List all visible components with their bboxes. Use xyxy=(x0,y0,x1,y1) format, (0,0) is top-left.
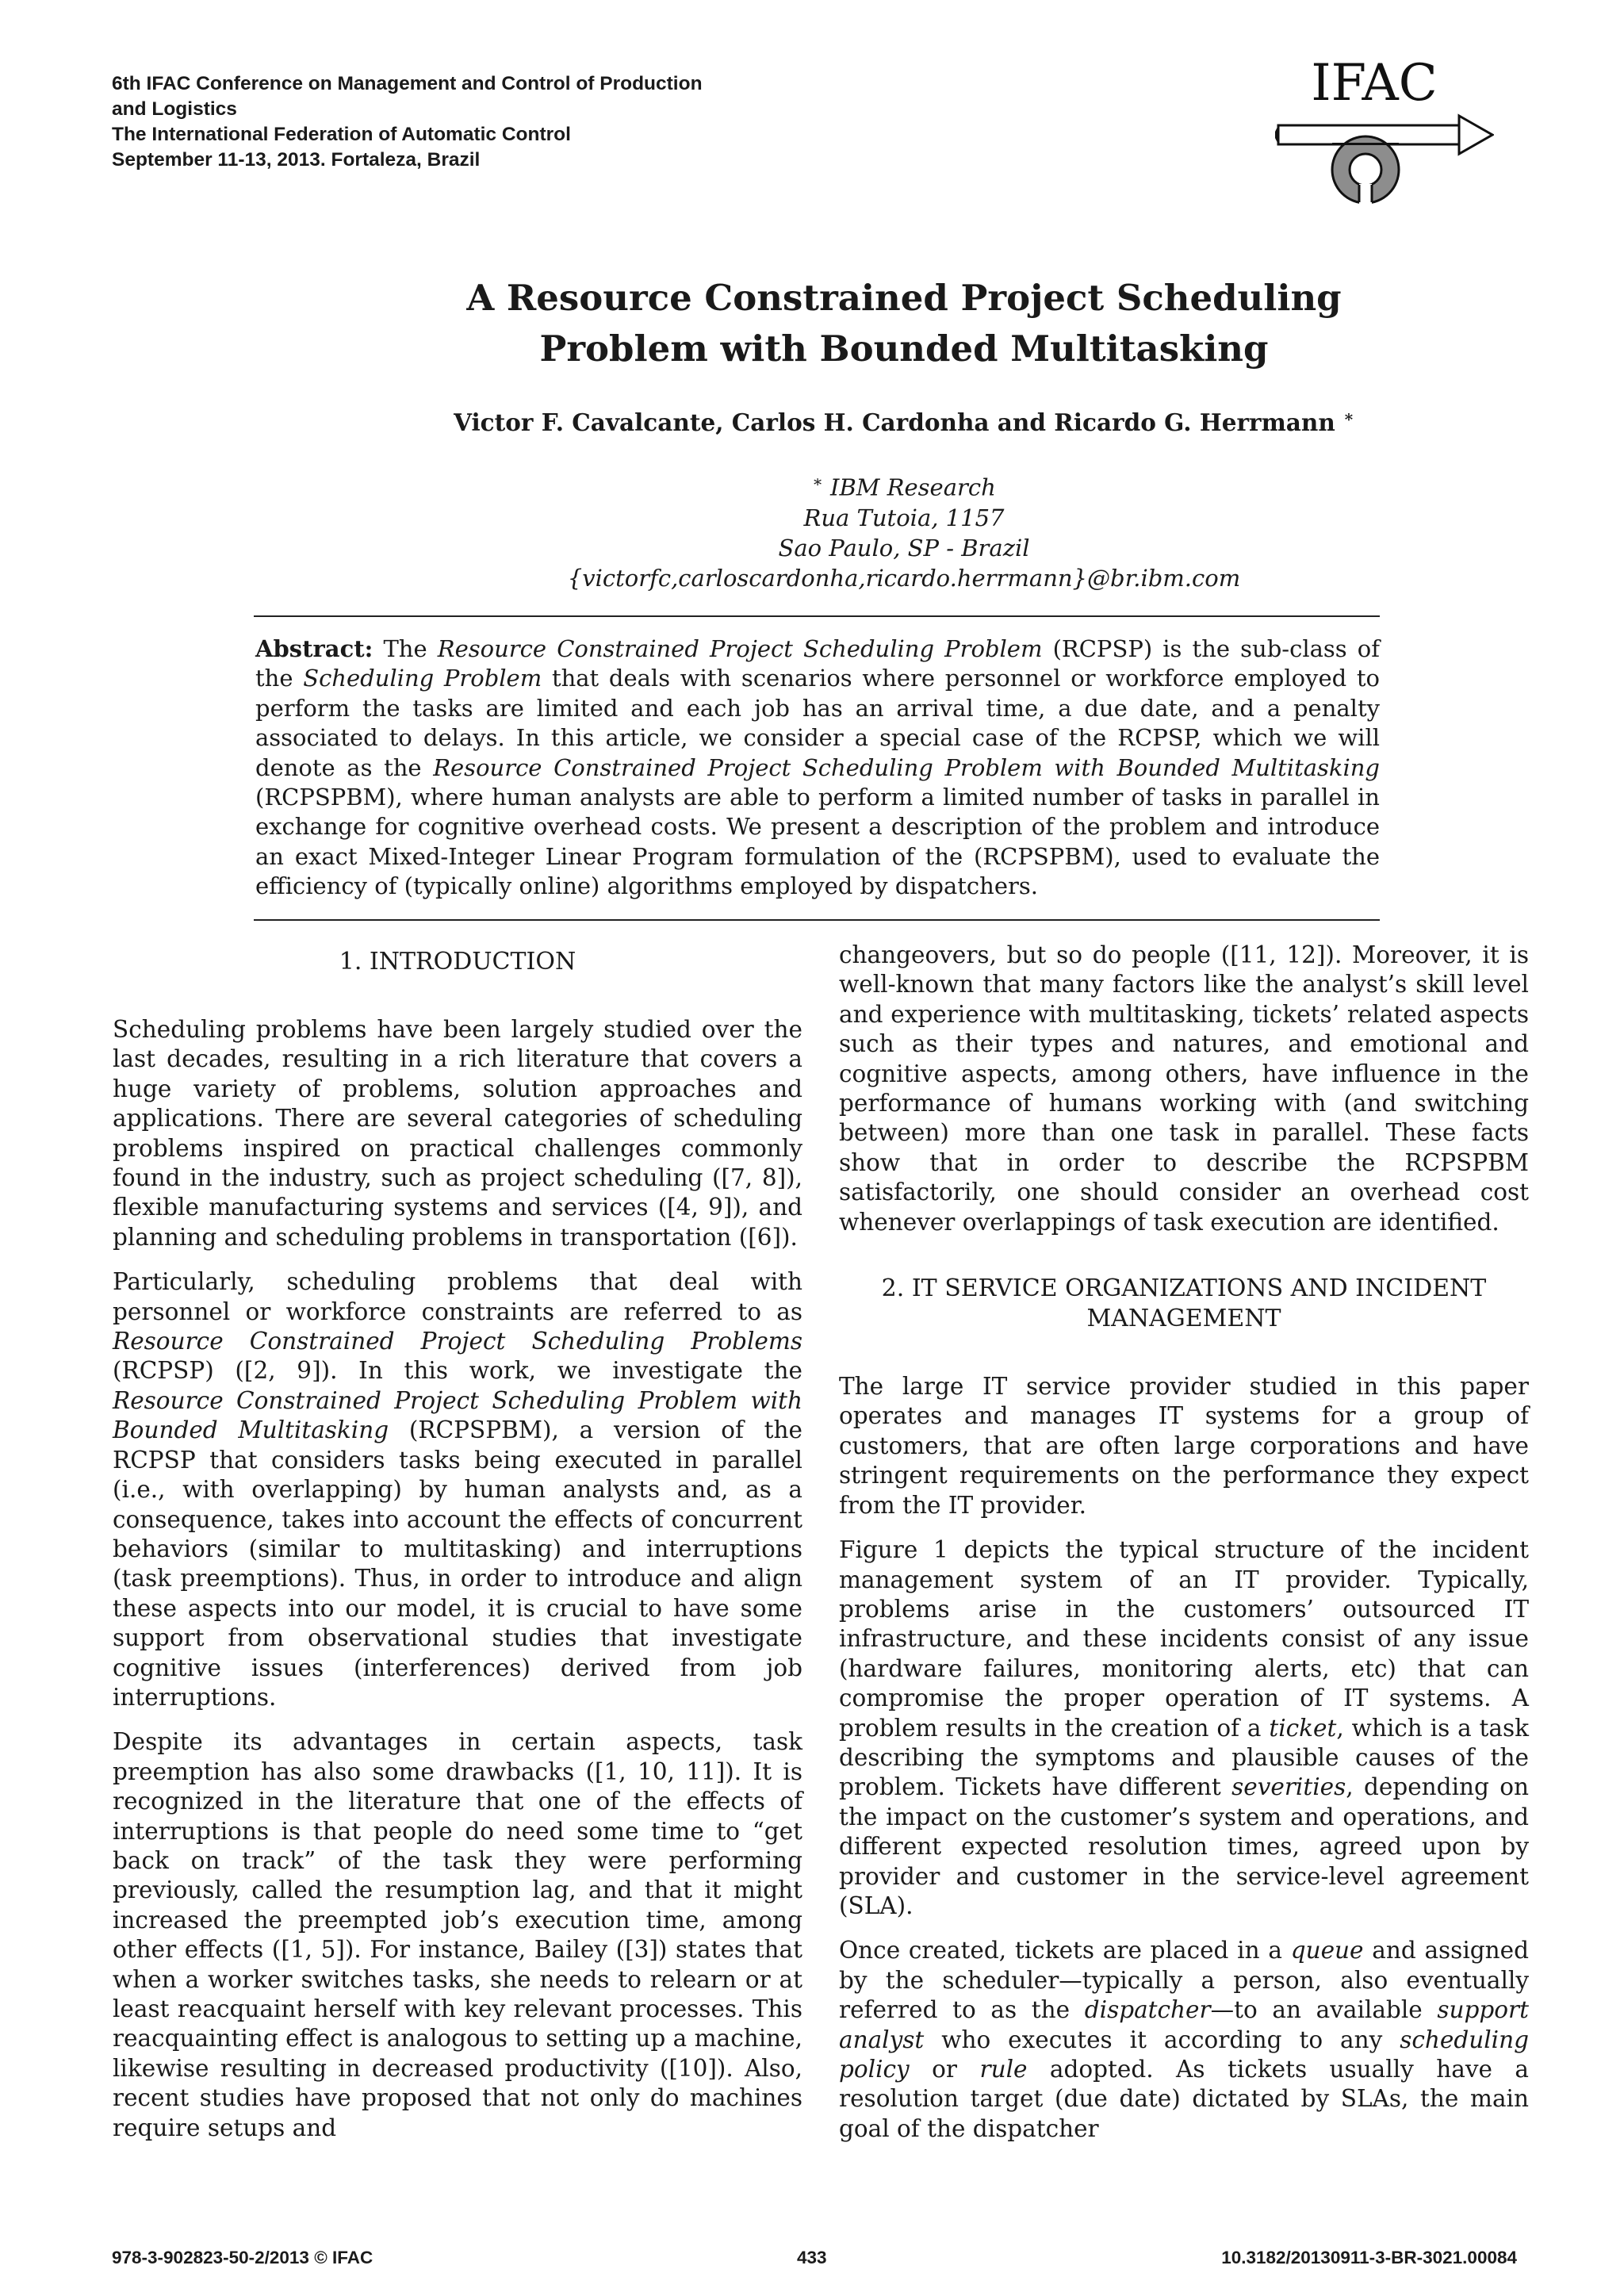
federation-name: The International Federation of Automatic Control xyxy=(112,124,571,145)
abstract xyxy=(255,634,1380,902)
paragraph-text: Once created, tickets are placed in a xyxy=(839,1937,1291,1964)
paragraph-text: or xyxy=(909,2056,980,2083)
conference-date-location: September 11-13, 2013. Fortaleza, Brazil xyxy=(112,149,481,171)
abstract-bottom-rule xyxy=(254,919,1380,921)
paragraph-text: and assigned by the scheduler—typically a person, also eventually referred to as the xyxy=(839,1937,1529,2024)
section-heading: 1. INTRODUCTION xyxy=(339,948,576,976)
paper-title xyxy=(301,273,1507,374)
paragraph-text: (RCPSPBM), a version of the RCPSP that considers tasks being executed in parallel (i.e., with overlapping) by human analysts and, as a consequence, takes into account the effects of concurrent behaviors (similar to multitasking) and interruptions (task preemptions). Thus, in order to introduce and align these aspects into our model, it is crucial to have some support from observational studies that investigate cognitive issues (interferences) derived from job interruptions. xyxy=(113,1416,802,1711)
right-column xyxy=(839,941,1529,2159)
paragraph-text: rule xyxy=(979,2056,1028,2083)
paragraph xyxy=(113,1267,802,1712)
paragraph xyxy=(839,1936,1529,2144)
paragraph-text: who executes it according to any xyxy=(924,2026,1400,2053)
left-column xyxy=(113,941,802,2158)
abstract-label: Abstract: xyxy=(255,635,373,662)
paragraph-text: (RCPSP) ([2, 9]). In this work, we investigate the xyxy=(113,1357,802,1385)
paragraph-text: dispatcher xyxy=(1084,1996,1211,2024)
abstract-top-rule xyxy=(254,615,1380,617)
affiliation-city: Sao Paulo, SP - Brazil xyxy=(778,534,1030,562)
abstract-text: (RCPSPBM), where human analysts are able to perform a limited number of tasks in parallel in exchange for cognitive overhead costs. We present a description of the problem and introduce an exact Mixed-Integer Linear Program formulation of the (RCPSPBM), used to evaluate the efficiency of (typically online) algorithms employed by dispatchers. xyxy=(255,784,1380,900)
conference-header xyxy=(112,71,825,173)
paragraph-text: Resource Constrained Project Scheduling Problem with Bounded Multitasking xyxy=(113,1386,802,1444)
paragraph: The large IT service provider studied in this paper operates and manages IT systems for a group of customers, that are often large corporations and have stringent requirements on the performance they expect from the IT provider. xyxy=(839,1373,1529,1519)
abstract-text: Scheduling Problem xyxy=(303,665,542,692)
paragraph-text: Particularly, scheduling problems that deal with personnel or workforce constraints are referred to as xyxy=(113,1268,802,1325)
paragraph: Scheduling problems have been largely studied over the last decades, resulting in a rich literature that covers a huge variety of problems, solution approaches and applications. There are several categories of scheduling problems inspired on practical challenges commonly found in the industry, such as project scheduling ([7, 8]), flexible manufacturing systems and services ([4, 9]), and planning and scheduling problems in transportation ([6]). xyxy=(113,1016,802,1251)
paragraph-text: Figure 1 depicts the typical structure of the incident management system of an IT provider. Typically, problems arise in the customers’ outsourced IT infrastructure, and these incidents consist of any issue (hardware failures, monitoring alerts, etc) that can compromise the proper operation of IT systems. A problem results in the creation of a xyxy=(839,1536,1529,1742)
paragraph-text: severities xyxy=(1231,1773,1346,1801)
affiliation-marker: ∗ xyxy=(812,472,823,491)
footer-isbn: 978-3-902823-50-2/2013 © IFAC xyxy=(112,2248,373,2267)
author-marker: ∗ xyxy=(1343,407,1354,426)
affiliation xyxy=(301,466,1507,593)
affiliation-street: Rua Tutoia, 1157 xyxy=(803,504,1005,531)
conference-name-line2: and Logistics xyxy=(112,98,237,120)
ifac-logo xyxy=(1275,57,1494,216)
paragraph-text: queue xyxy=(1290,1937,1364,1964)
author-list xyxy=(301,401,1507,439)
affiliation-org-line xyxy=(301,466,1507,503)
abstract-text: The xyxy=(383,635,438,662)
abstract-text: Resource Constrained Project Scheduling Problem xyxy=(437,635,1043,662)
conference-name-line1: 6th IFAC Conference on Management and Control of Production xyxy=(112,73,703,94)
section-heading-line1: 2. IT SERVICE ORGANIZATIONS AND INCIDENT xyxy=(881,1274,1487,1303)
abstract-text: Resource Constrained Project Scheduling Problem with Bounded Multitasking xyxy=(433,753,1380,781)
paragraph-text: , depending on the impact on the customer’s system and operations, and different expected resolution times, agreed upon by provider and customer in the service-level agreement (SLA). xyxy=(839,1773,1529,1919)
page-number: 433 xyxy=(797,2248,827,2267)
footer-doi: 10.3182/20130911-3-BR-3021.00084 xyxy=(1221,2248,1517,2267)
paragraph: changeovers, but so do people ([11, 12]). Moreover, it is well-known that many factors like the analyst’s skill level and experience with multitasking, tickets’ related aspects such as their types and natures, and emotional and cognitive aspects, among others, have influence in the performance of humans working with (and switching between) more than one task in parallel. These facts show that in order to describe the RCPSPBM satisfactorily, one should consider an overhead cost whenever overlappings of task execution are identified. xyxy=(839,941,1529,1236)
abstract-text: (RCPSP) is the sub-class of the xyxy=(255,635,1380,692)
paragraph xyxy=(839,1535,1529,1921)
paragraph-text: adopted. As tickets usually have a resolution target (due date) dictated by SLAs, the main goal of the dispatcher xyxy=(839,2056,1529,2142)
ifac-logo-text: IFAC xyxy=(1311,57,1438,113)
affiliation-email: {victorfc,carloscardonha,ricardo.herrmann}@br.ibm.com xyxy=(567,564,1241,592)
abstract-text: that deals with scenarios where personnel or workforce employed to perform the tasks are limited and each job has an arrival time, a due date, and a penalty associated to delays. In this article, we consider a special case of the RCPSP, which we will denote as the xyxy=(255,665,1380,781)
title-line2: Problem with Bounded Multitasking xyxy=(539,328,1269,370)
section-heading xyxy=(839,1274,1529,1334)
author-names: Victor F. Cavalcante, Carlos H. Cardonha and Ricardo G. Herrmann xyxy=(454,408,1335,436)
paragraph-text: scheduling policy xyxy=(839,2026,1529,2083)
section-heading-line2: MANAGEMENT xyxy=(1086,1305,1281,1333)
paragraph-text: , which is a task describing the symptoms and plausible causes of the problem. Tickets have different xyxy=(839,1714,1529,1801)
paragraph-text: Resource Constrained Project Scheduling Problems xyxy=(113,1328,802,1355)
paragraph-text: ticket xyxy=(1269,1714,1337,1742)
paragraph-text: —to an available xyxy=(1210,1996,1438,2024)
title-line1: A Resource Constrained Project Scheduling xyxy=(466,277,1342,319)
paragraph-text: support analyst xyxy=(839,1996,1529,2053)
paragraph: Despite its advantages in certain aspects, task preemption has also some drawbacks ([1, 10, 11]). It is recognized in the literature that one of the effects of interruptions is that people do need some time to “get back on track” of the task they were performing previously, called the resumption lag, and that it might increased the preempted job’s execution time, among other effects ([1, 5]). For instance, Bailey ([3]) states that when a worker switches tasks, she needs to relearn or at least reacquaint herself with key relevant processes. This reacquainting effect is analogous to setting up a machine, likewise resulting in decreased productivity ([10]). Also, recent studies have proposed that not only do machines require setups and xyxy=(113,1728,802,2141)
affiliation-org: IBM Research xyxy=(830,473,996,501)
